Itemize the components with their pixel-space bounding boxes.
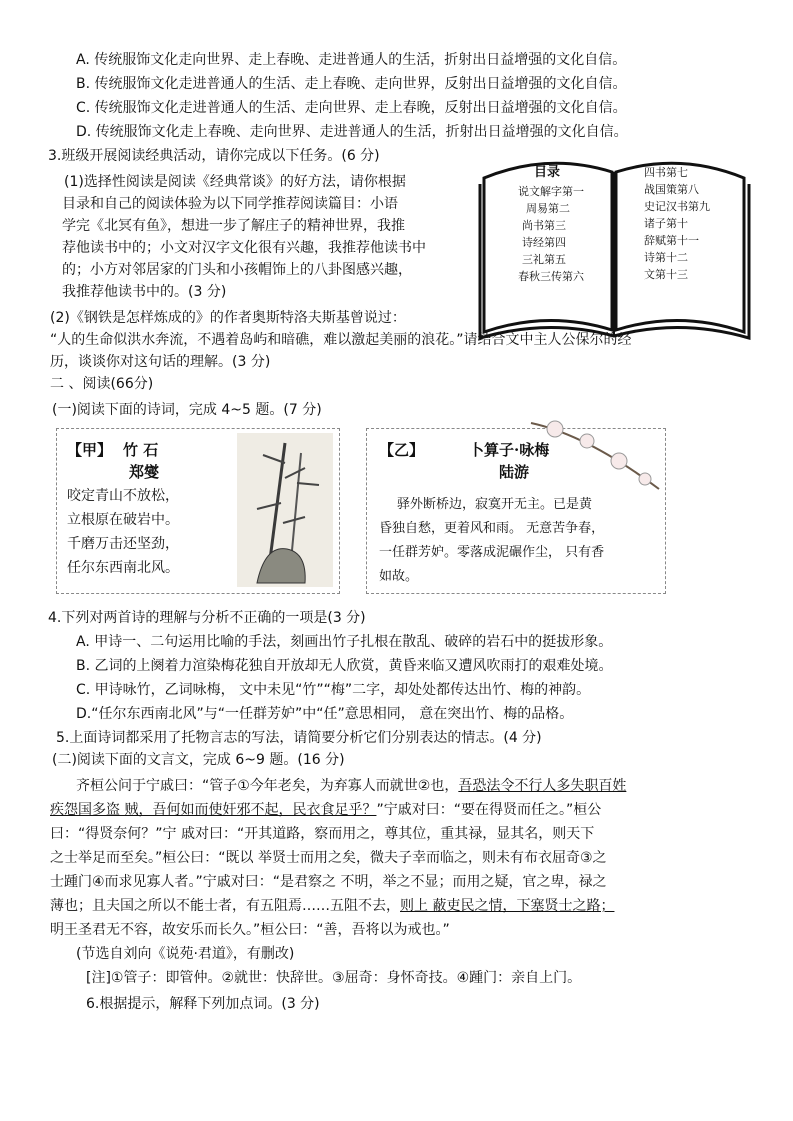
q4-option-d: D.“任尔东西南北风”与“一任群芳妒”中“任”意思相同， 意在突出竹、梅的品格。 — [76, 706, 574, 722]
toc-item: 说文解字第一 — [518, 185, 584, 198]
toc-item: 春秋三传第六 — [518, 270, 584, 283]
q3-p1-line: 目录和自己的阅读体验为以下同学推荐阅读篇目：小语 — [62, 196, 398, 212]
q3-p2-line: 历，谈谈你对这句话的理解。(3 分) — [50, 354, 271, 370]
poem-b-box — [366, 428, 666, 594]
book-toc-illustration — [478, 150, 751, 340]
q3-p2-line: (2)《钢铁是怎样炼成的》的作者奥斯特洛夫斯基曾说过： — [50, 310, 406, 326]
poem-a-title: 竹 石 — [123, 441, 159, 459]
source-line: (节选自刘向《说苑·君道》，有删改) — [76, 946, 295, 962]
notes-line: [注]①管子：即管仲。②就世：快辞世。③屈奇：身怀奇技。④踵门：亲自上门。 — [86, 970, 582, 986]
toc-item: 三礼第五 — [522, 253, 566, 266]
q6-title: 6.根据提示，解释下列加点词。(3 分) — [86, 996, 320, 1012]
classical-line: 明王圣君无不容，故安乐而长久。”桓公曰：“善，吾将以为戒也。” — [50, 922, 450, 938]
classical-line: 疾怨国多盗 贼，吾何如而使奸邪不起，民衣食足乎？”宁戚对曰：“要在得贤而任之。”桓公 — [50, 802, 602, 818]
q3-p2-line: “人的生命似洪水奔流，不遇着岛屿和暗礁，难以激起美丽的浪花。”请结合文中主人公保尔的经 — [50, 332, 632, 348]
q3-p1-line: 我推荐他读书中的。(3 分) — [62, 284, 227, 300]
q4-option-c: C. 甲诗咏竹，乙词咏梅， 文中未见“竹”“梅”二字，却处处都传达出竹、梅的神韵。 — [76, 682, 591, 698]
classical-line: 齐桓公问于宁戚曰：“管子①今年老矣，为弃寡人而就世②也，吾恐法令不行人多失职百姓 — [76, 778, 627, 794]
toc-item: 文第十三 — [644, 268, 688, 281]
poem-line: 千磨万击还坚劲， — [67, 536, 179, 552]
q3-p1-line: 荐他读书中的；小文对汉字文化很有兴趣，我推荐他读书中 — [62, 240, 426, 256]
q4-option-a: A. 甲诗一、二句运用比喻的手法，刻画出竹子扎根在散乱、破碎的岩石中的挺拔形象。 — [76, 634, 613, 650]
toc-item: 尚书第三 — [522, 219, 566, 232]
bamboo-painting — [237, 433, 333, 587]
q4-option-b: B. 乙词的上阕着力渲染梅花独自开放却无人欣赏，黄昏来临又遭风吹雨打的艰难处境。 — [76, 658, 613, 674]
toc-item: 辞赋第十一 — [644, 234, 699, 247]
toc-item: 诗第十二 — [644, 251, 688, 264]
toc-item: 四书第七 — [644, 166, 688, 179]
section-title: 二 、阅读(66分) — [50, 376, 154, 392]
toc-title: 目录 — [534, 165, 561, 180]
q3-p1-line: (1)选择性阅读是阅读《经典常谈》的好方法，请你根据 — [64, 174, 406, 190]
poem-line: 咬定青山不放松， — [67, 488, 179, 504]
subsection-title: (一)阅读下面的诗词，完成 4~5 题。(7 分) — [52, 402, 322, 418]
poem-line: 任尔东西南北风。 — [67, 560, 179, 576]
poem-a-author: 郑燮 — [129, 463, 160, 481]
q3-title: 3.班级开展阅读经典活动，请你完成以下任务。(6 分) — [48, 148, 380, 164]
q2-option-c: C. 传统服饰文化走进普通人的生活、走向世界、走上春晚，反射出日益增强的文化自信。 — [76, 100, 627, 116]
toc-item: 史记汉书第九 — [644, 200, 710, 213]
classical-line: 曰：“得贤奈何？”宁 戚对曰：“开其道路，察而用之，尊其位，重其禄，显其名，则天下 — [50, 826, 595, 842]
poem-b-author: 陆游 — [499, 463, 530, 481]
toc-item: 周易第二 — [526, 202, 570, 215]
q2-option-b: B. 传统服饰文化走进普通人的生活、走上春晚、走向世界，反射出日益增强的文化自信。 — [76, 76, 627, 92]
q3-p1-line: 学完《北冥有鱼》，想进一步了解庄子的精神世界，我推 — [62, 218, 405, 234]
poem-line: 一任群芳妒。零落成泥碾作尘， 只有香 — [379, 545, 605, 560]
q3-p1-line: 的；小方对邻居家的门头和小孩帽饰上的八卦图感兴趣， — [62, 262, 412, 278]
poem-line: 立根原在破岩中。 — [67, 512, 179, 528]
poem-a-tag: 【甲】 — [67, 441, 113, 459]
poem-line: 昏独自愁，更着风和雨。 无意苦争春， — [379, 521, 605, 536]
poem-b-tag: 【乙】 — [379, 441, 425, 459]
q5-title: 5.上面诗词都采用了托物言志的写法，请简要分析它们分别表达的情志。(4 分) — [56, 730, 542, 746]
underlined-text: 吾恐法令不行人多失职百姓 — [458, 778, 627, 794]
poem-b-title: 卜算子·咏梅 — [469, 441, 550, 459]
toc-item: 诸子第十 — [644, 217, 688, 230]
underlined-text: 则上 蔽吏民之情，下塞贤士之路； — [400, 898, 615, 914]
underlined-text: 疾怨国多盗 贼，吾何如而使奸邪不起，民衣食足乎？ — [50, 802, 377, 818]
classical-line: 之士举足而至矣。”桓公曰：“既以 举贤士而用之矣，微夫子幸而临之，则未有布衣屈奇③之 — [50, 850, 607, 866]
poem-a-box — [56, 428, 340, 594]
poem-line: 驿外断桥边，寂寞开无主。已是黄 — [397, 497, 593, 512]
classical-line: 士踵门④而求见寡人者。”宁戚对曰：“是君察之 不明，举之不显；而用之疑，官之卑，禄之 — [50, 874, 607, 890]
toc-item: 诗经第四 — [522, 236, 566, 249]
q2-option-d: D. 传统服饰文化走上春晚、走向世界、走进普通人的生活，折射出日益增强的文化自信。 — [76, 124, 628, 140]
poem-line: 如故。 — [379, 569, 419, 584]
classical-line: 薄也；且夫国之所以不能士者，有五阻焉……五阻不去，则上 蔽吏民之情，下塞贤士之路； — [50, 898, 615, 914]
toc-item: 战国策第八 — [644, 183, 699, 196]
q4-title: 4.下列对两首诗的理解与分析不正确的一项是(3 分) — [48, 610, 366, 626]
q2-option-a: A. 传统服饰文化走向世界、走上春晚、走进普通人的生活，折射出日益增强的文化自信。 — [76, 52, 627, 68]
subsection-title: (二)阅读下面的文言文，完成 6~9 题。(16 分) — [52, 752, 345, 768]
open-book-icon — [478, 150, 751, 340]
